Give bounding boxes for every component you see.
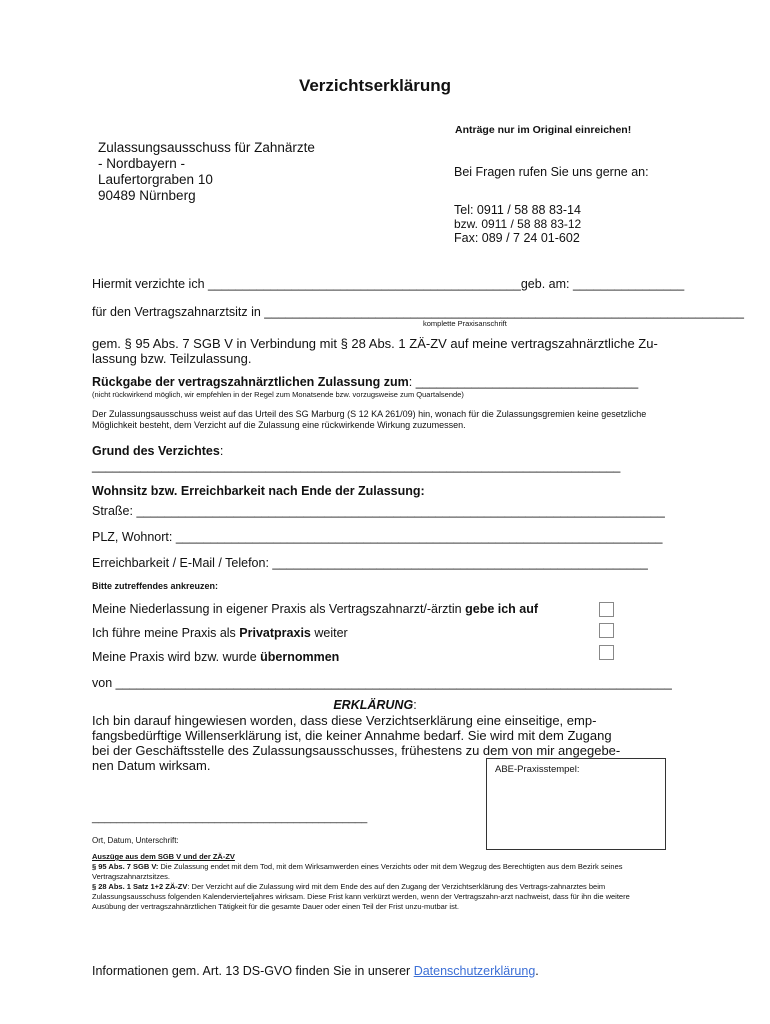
rueckgabe-hint: (nicht rückwirkend möglich, wir empfehlen in der Regel zum Monatsende bzw. vorzugsweise zum Quartalsende) (92, 390, 464, 399)
grund-heading (92, 444, 223, 458)
erklaerung-line: nen Datum wirksam. (92, 758, 211, 773)
signature-label: Ort, Datum, Unterschrift: (92, 836, 179, 845)
contact-phones (454, 203, 581, 245)
grund-input-line[interactable]: ____________________________________________________________________________ (92, 459, 621, 473)
erklaerung-line: Ich bin darauf hingewiesen worden, dass diese Verzichtserklärung eine einseitige, emp- (92, 713, 597, 728)
erklaerung-title: ERKLÄRUNG (333, 698, 414, 712)
footnote-ref: § 95 Abs. 7 SGB V: (92, 862, 159, 871)
stamp-label: ABE-Praxisstempel: (495, 764, 580, 775)
grund-label: Grund des Verzichtes (92, 444, 220, 458)
signature-line[interactable]: _____________________________________________ (92, 812, 368, 824)
sitz-hint: komplette Praxisanschrift (423, 319, 507, 328)
option-privatpraxis-label (92, 626, 348, 640)
checkbox-uebernommen[interactable] (599, 645, 614, 660)
document-title: Verzichtserklärung (298, 76, 452, 95)
address-line: Laufertorgraben 10 (98, 172, 213, 187)
checkbox-instruction: Bitte zutreffendes ankreuzen: (92, 581, 219, 591)
legal-footnotes (92, 852, 662, 912)
recipient-address (98, 140, 315, 204)
option-niederlassung-label (92, 602, 538, 616)
option-text: Meine Niederlassung in eigener Praxis als Vertragszahnarzt/-ärztin (92, 602, 466, 616)
fax-number: Fax: 089 / 7 24 01-602 (454, 231, 580, 245)
checkbox-privatpraxis[interactable] (599, 623, 614, 638)
privacy-footer (92, 964, 539, 978)
erklaerung-heading (0, 698, 750, 712)
phone-number: Tel: 0911 / 58 88 83-14 (454, 203, 581, 217)
erklaerung-colon: : (413, 698, 417, 712)
footnotes-heading: Auszüge aus dem SGB V und der ZÄ-ZV (92, 852, 235, 861)
address-line: 90489 Nürnberg (98, 188, 196, 203)
option-uebernommen-label (92, 650, 339, 664)
option-text: Meine Praxis wird bzw. wurde (92, 650, 261, 664)
verzicht-name-field[interactable]: Hiermit verzichte ich _____________________________________________geb. am: ________________ (92, 277, 685, 291)
address-line: Zulassungsausschuss für Zahnärzte (98, 140, 315, 155)
contact-intro: Bei Fragen rufen Sie uns gerne an: (454, 165, 649, 179)
strasse-field[interactable]: Straße: ____________________________________________________________________________ (92, 504, 665, 518)
nachfolger-field[interactable]: von ________________________________________________________________________________ (92, 676, 672, 690)
erklaerung-line: bei der Geschäftsstelle des Zulassungsausschusses, frühestens zu dem von mir angegebe- (92, 743, 621, 758)
rueckgabe-field[interactable] (92, 375, 638, 389)
plz-wohnort-field[interactable]: PLZ, Wohnort: ______________________________________________________________________ (92, 530, 663, 544)
footer-end: . (535, 964, 539, 978)
footer-text: Informationen gem. Art. 13 DS-GVO finden Sie in unserer (92, 964, 414, 978)
urteil-note: Der Zulassungsausschuss weist auf das Urteil des SG Marburg (S 12 KA 261/09) hin, wonach für die Zulassungsgremien keine gesetzliche Möglichkeit besteht, dem Verzicht auf die Zulassung eine rückwirkende Wirkung zuzumessen. (92, 409, 647, 430)
footnote-ref: § 28 Abs. 1 Satz 1+2 ZÄ-ZV (92, 882, 188, 891)
legal-basis-text: gem. § 95 Abs. 7 SGB V in Verbindung mit § 28 Abs. 1 ZÄ-ZV auf meine vertragszahnärztliche Zu-lassung bzw. Teilzulassung. (92, 336, 658, 366)
rueckgabe-label: Rückgabe der vertragszahnärztlichen Zulassung zum (92, 375, 409, 389)
option-text: weiter (310, 626, 348, 640)
footnote-paragraph (92, 882, 662, 912)
option-bold-text: gebe ich auf (465, 602, 539, 616)
footnote-text: : Der Verzicht auf die Zulassung wird mit dem Ende des auf den Zugang der Verzichtserklärung des Vertrags-zahnarztes beim Zulassungsausschuss folgenden Kalendervierteljahres wirksam. Diese Frist kann verkürzt werden, wenn der Vertragszahn-arzt nachweist, dass für ihn die weitere Ausübung der vertragszahnärztlichen Tätigkeit für die gesamte Dauer oder einen Teil der Frist unzu-mutbar ist. (92, 882, 630, 911)
option-bold-text: Privatpraxis (239, 626, 311, 640)
phone-number-alt: bzw. 0911 / 58 88 83-12 (454, 217, 582, 231)
praxisstempel-box[interactable] (486, 758, 666, 850)
option-text: Ich führe meine Praxis als (92, 626, 240, 640)
footnote-text: Die Zulassung endet mit dem Tod, mit dem Wirksamwerden eines Verzichts oder mit dem Wegzug des Berechtigten aus dem Bezirk seines Vertragszahnarztsitzes. (92, 862, 623, 881)
option-bold-text: übernommen (260, 650, 340, 664)
privacy-policy-link[interactable]: Datenschutzerklärung (413, 964, 536, 978)
original-note: Anträge nur im Original einreichen! (455, 124, 632, 136)
footnote-paragraph (92, 862, 662, 882)
praxis-sitz-field[interactable]: für den Vertragszahnarztsitz in _____________________________________________________________________ (92, 305, 744, 319)
grund-colon: : (219, 444, 224, 458)
checkbox-niederlassung[interactable] (599, 602, 614, 617)
erreichbarkeit-field[interactable]: Erreichbarkeit / E-Mail / Telefon: ______________________________________________________ (92, 556, 648, 570)
wohnsitz-heading: Wohnsitz bzw. Erreichbarkeit nach Ende der Zulassung: (92, 484, 425, 498)
address-line: - Nordbayern - (98, 156, 186, 171)
rueckgabe-line: : ________________________________ (408, 375, 639, 389)
erklaerung-line: fangsbedürftige Willenserklärung ist, die keiner Annahme bedarf. Sie wird mit dem Zugang (92, 728, 612, 743)
